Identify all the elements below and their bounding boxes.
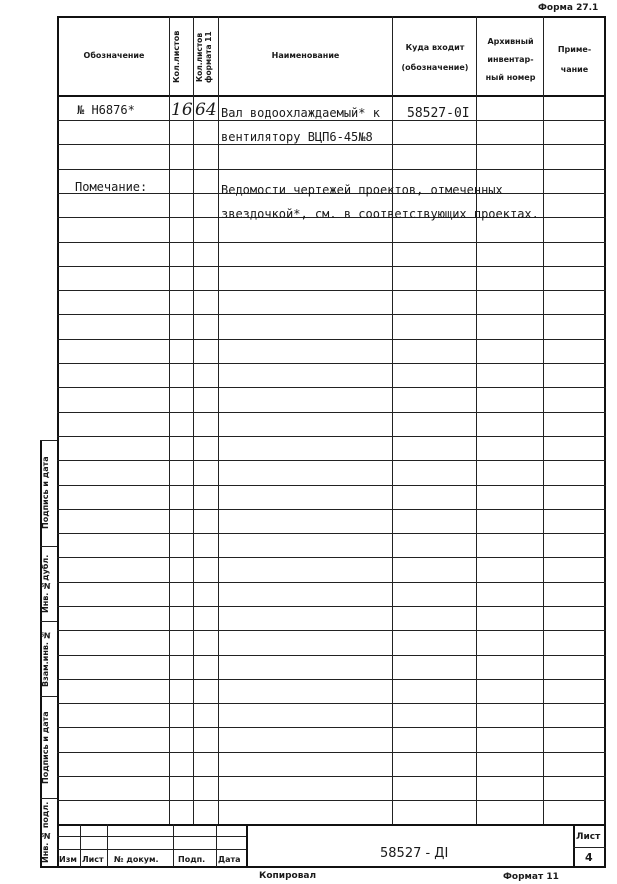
form-label: Форма 27.1	[538, 3, 599, 13]
tb-list: Лист	[82, 855, 104, 864]
header-where-used: Куда входит (обозначение)	[401, 43, 469, 72]
row-name-line2: вентилятору ВЦП6-45№8	[221, 130, 373, 144]
side-inv-dubl: Инв. №дубл.	[41, 554, 50, 614]
header-note: Приме-чание	[557, 45, 592, 74]
side-sign-date-top: Подпись и дата	[41, 456, 50, 530]
row-sheet-count: 16	[171, 100, 193, 120]
note-line2: звездочкой*, см. в соответствующих проектах.	[221, 207, 539, 221]
footer-format: Формат 11	[503, 872, 559, 882]
header-format11-count: Кол.листов формата 11	[195, 31, 213, 83]
header-designation: Обозначение	[83, 51, 145, 60]
side-sign-date-bottom: Подпись и дата	[41, 711, 50, 784]
side-vzam-inv: Взам.инв. №	[41, 630, 50, 688]
tb-sheet-label: Лист	[576, 832, 601, 842]
tb-doc-no: № докум.	[114, 855, 159, 864]
tb-doc-code: 58527 - ДI	[380, 846, 449, 861]
row-format11-count: 64	[195, 100, 217, 120]
tb-podp: Подп.	[178, 855, 206, 864]
header-archive-no: Архивный инвентар-ный номер	[485, 37, 536, 82]
side-inv-podl: Инв. № подл.	[41, 801, 50, 863]
footer-copied: Копировал	[259, 871, 317, 881]
note-line1: Ведомости чертежей проектов, отмеченных	[221, 183, 503, 197]
header-name: Наименование	[271, 51, 340, 60]
tb-izm: Изм	[59, 855, 77, 864]
tb-sheet-no: 4	[585, 851, 593, 864]
row-where-used: 58527-0I	[407, 106, 470, 121]
row-designation: № Н6876*	[77, 103, 135, 117]
note-label: Помечание:	[75, 180, 148, 194]
header-sheet-count: Кол.листов	[172, 30, 181, 84]
row-name-line1: Вал водоохлаждаемый* к	[221, 106, 380, 120]
tb-date: Дата	[218, 855, 241, 864]
